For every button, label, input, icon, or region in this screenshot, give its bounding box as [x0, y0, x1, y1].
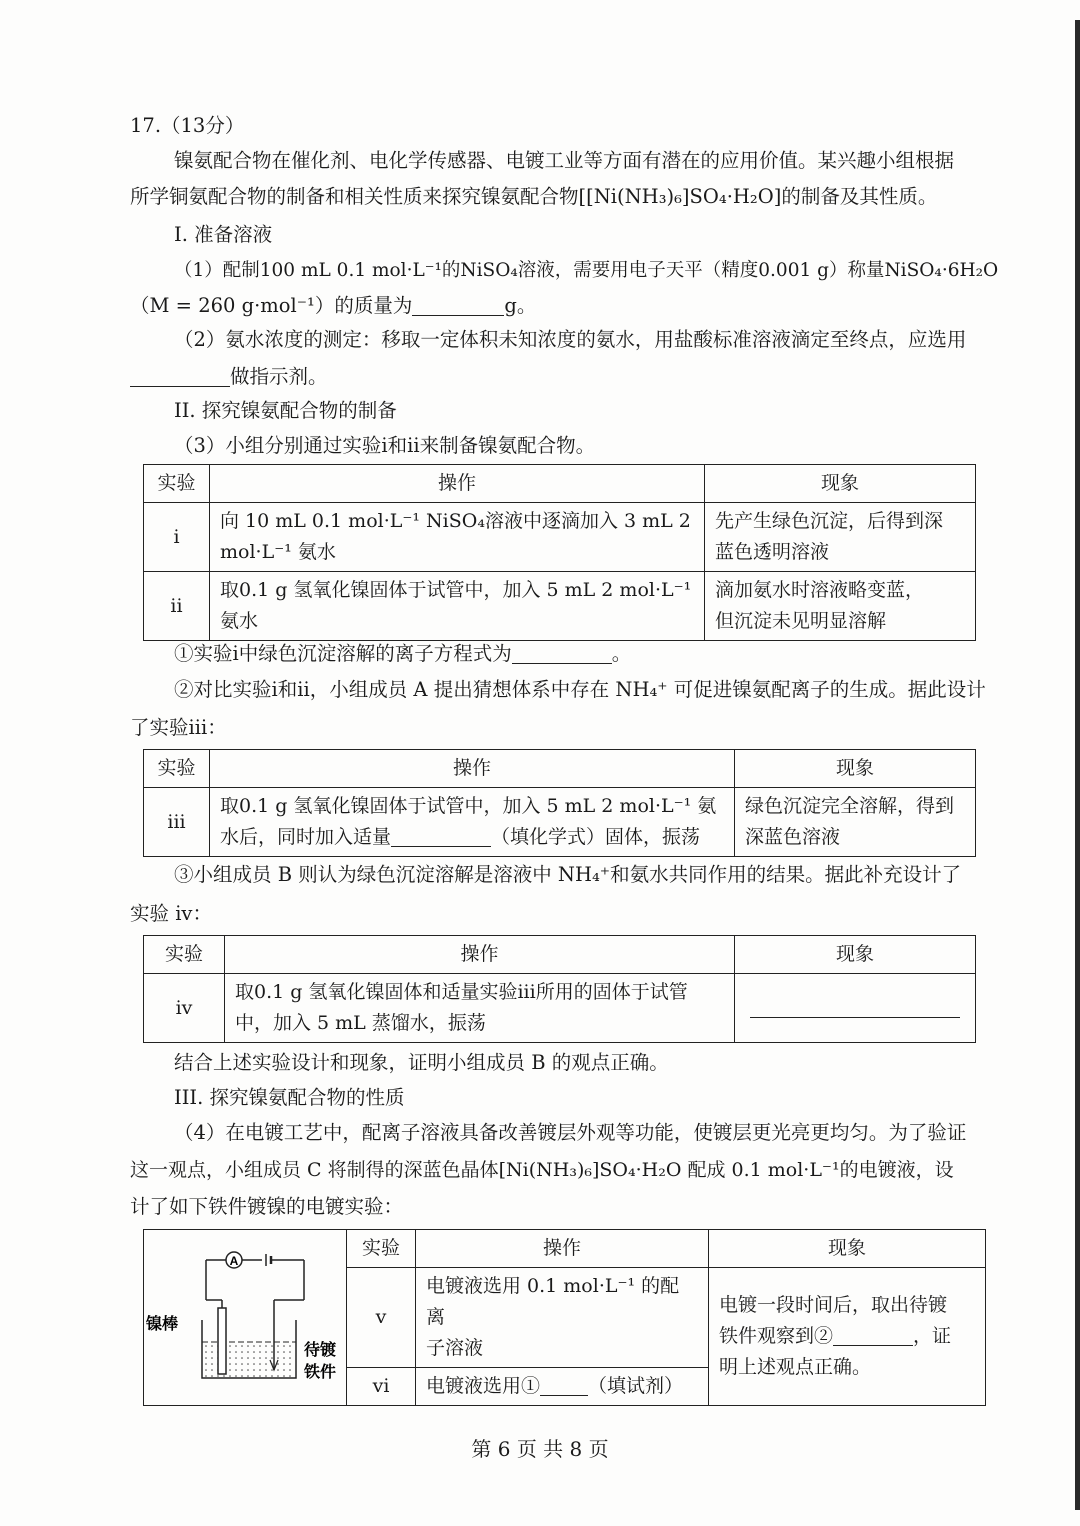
- q1-line-2: [130, 293, 536, 319]
- header-op: 操作: [210, 465, 705, 503]
- table-row: [144, 974, 976, 1043]
- q3-intro: （3）小组分别通过实验i和ii来制备镍氨配合物。: [174, 434, 596, 457]
- header-phenomenon: 现象: [735, 750, 976, 788]
- iron-label-1: 待镀: [304, 1339, 337, 1359]
- nickel-rod-icon: [218, 1308, 226, 1374]
- q4-line-3: 计了如下铁件镀镍的电镀实验：: [130, 1195, 404, 1218]
- header-phenomenon: 现象: [735, 936, 976, 974]
- exp-phenomenon: 绿色沉淀完全溶解，得到 深蓝色溶液: [735, 788, 976, 857]
- intro-line-2: 所学铜氨配合物的制备和相关性质来探究镍氨配合物[[Ni(NH₃)₆]SO₄·H₂O]的制备及其性质。: [130, 185, 938, 208]
- iron-label-2: 铁件: [304, 1361, 337, 1381]
- exp-operation: 向 10 mL 0.1 mol·L⁻¹ NiSO₄溶液中逐滴加入 3 mL 2 mol·L⁻¹ 氨水: [210, 503, 705, 572]
- q4-line-1: （4）在电镀工艺中，配离子溶液具备改善镀层外观等功能，使镀层更光亮更均匀。为了验证: [174, 1121, 967, 1144]
- reagent-blank[interactable]: [540, 1375, 588, 1396]
- q3-2-line-2: 了实验iii：: [130, 716, 227, 739]
- table-row: [144, 788, 976, 857]
- exp-id: ii: [144, 572, 210, 641]
- exp-id: iv: [144, 974, 225, 1043]
- electroplating-diagram-cell: [144, 1230, 347, 1406]
- header-exp: 实验: [144, 936, 225, 974]
- exp-phenomenon: 电镀一段时间后，取出待镀 铁件观察到② ，证 明上述观点正确。: [709, 1268, 986, 1406]
- exp-operation: 取0.1 g 氢氧化镍固体于试管中，加入 5 mL 2 mol·L⁻¹ 氨 水后，同时加入适量 （填化学式）固体，振荡: [210, 788, 735, 857]
- q3-3-line-1: ③小组成员 B 则认为绿色沉淀溶解是溶液中 NH₄⁺和氨水共同作用的结果。据此补充设计了: [174, 863, 962, 886]
- q2-text: 做指示剂。: [230, 365, 328, 388]
- section-3-title: III. 探究镍氨配合物的性质: [174, 1086, 405, 1109]
- header-phenomenon: 现象: [705, 465, 976, 503]
- experiment-table-2: [143, 749, 976, 857]
- electroplating-diagram: [144, 1242, 346, 1394]
- header-exp: 实验: [347, 1230, 416, 1268]
- header-phenomenon: 现象: [709, 1230, 986, 1268]
- q2-line-2: [130, 364, 328, 390]
- exp-id: iii: [144, 788, 210, 857]
- observation-blank[interactable]: [833, 1325, 913, 1346]
- q4-line-2: 这一观点，小组成员 C 将制得的深蓝色晶体[Ni(NH₃)₆]SO₄·H₂O 配成 0.1 mol·L⁻¹的电镀液，设: [130, 1159, 954, 1181]
- exp-operation: 电镀液选用① （填试剂）: [416, 1368, 709, 1406]
- section-1-title: I. 准备溶液: [174, 223, 273, 246]
- electroplating-table: [143, 1229, 986, 1406]
- header-op: 操作: [416, 1230, 709, 1268]
- exp-id: v: [347, 1268, 416, 1368]
- header-exp: 实验: [144, 465, 210, 503]
- exp-operation: 电镀液选用 0.1 mol·L⁻¹ 的配离 子溶液: [416, 1268, 709, 1368]
- scan-edge: [1075, 20, 1080, 1510]
- table-row: [144, 572, 976, 641]
- experiment-table-1: [143, 464, 976, 641]
- q3-1-answer-blank[interactable]: [512, 643, 612, 664]
- q2-line-1: （2）氨水浓度的测定：移取一定体积未知浓度的氨水，用盐酸标准溶液滴定至终点，应选用: [174, 328, 967, 351]
- exp-id: i: [144, 503, 210, 572]
- conclusion: 结合上述实验设计和现象，证明小组成员 B 的观点正确。: [174, 1051, 669, 1074]
- exp-phenomenon: 滴加氨水时溶液略变蓝， 但沉淀未见明显溶解: [705, 572, 976, 641]
- exp-id: vi: [347, 1368, 416, 1406]
- header-op: 操作: [225, 936, 735, 974]
- q1-line-1: （1）配制100 mL 0.1 mol·L⁻¹的NiSO₄溶液，需要用电子天平（精度0.001 g）称量NiSO₄·6H₂O: [174, 260, 999, 281]
- ammeter-label: A: [229, 1253, 239, 1268]
- experiment-table-3: [143, 935, 976, 1043]
- page-footer: 第 6 页 共 8 页: [471, 1437, 609, 1461]
- exp-phenomenon: 先产生绿色沉淀，后得到深 蓝色透明溶液: [705, 503, 976, 572]
- table-row: [144, 503, 976, 572]
- q3-2-line-1: ②对比实验i和ii，小组成员 A 提出猜想体系中存在 NH₄⁺ 可促进镍氨配离子的生成。据此设计: [174, 678, 986, 701]
- header-exp: 实验: [144, 750, 210, 788]
- q1-answer-blank[interactable]: [412, 295, 504, 316]
- intro-line-1: 镍氨配合物在催化剂、电化学传感器、电镀工业等方面有潜在的应用价值。某兴趣小组根据: [174, 149, 955, 172]
- header-op: 操作: [210, 750, 735, 788]
- formula-blank[interactable]: [391, 826, 491, 847]
- section-2-title: II. 探究镍氨配合物的制备: [174, 399, 397, 422]
- question-header: 17.（13分）: [130, 114, 245, 137]
- phenomenon-blank-cell: [735, 974, 976, 1043]
- nickel-rod-label: 镍棒: [146, 1313, 179, 1333]
- q2-answer-blank[interactable]: [130, 366, 230, 387]
- phenomenon-answer-blank[interactable]: [750, 997, 960, 1018]
- exp-operation: 取0.1 g 氢氧化镍固体于试管中，加入 5 mL 2 mol·L⁻¹ 氨水: [210, 572, 705, 641]
- exp-operation: 取0.1 g 氢氧化镍固体和适量实验iii所用的固体于试管 中，加入 5 mL 蒸馏水，振荡: [225, 974, 735, 1043]
- q1-text: （M = 260 g·mol⁻¹）的质量为: [130, 294, 413, 317]
- q1-unit: g。: [504, 294, 537, 317]
- q3-3-line-2: 实验 iv：: [130, 902, 212, 925]
- q3-1: ①实验i中绿色沉淀溶解的离子方程式为 。: [174, 642, 632, 665]
